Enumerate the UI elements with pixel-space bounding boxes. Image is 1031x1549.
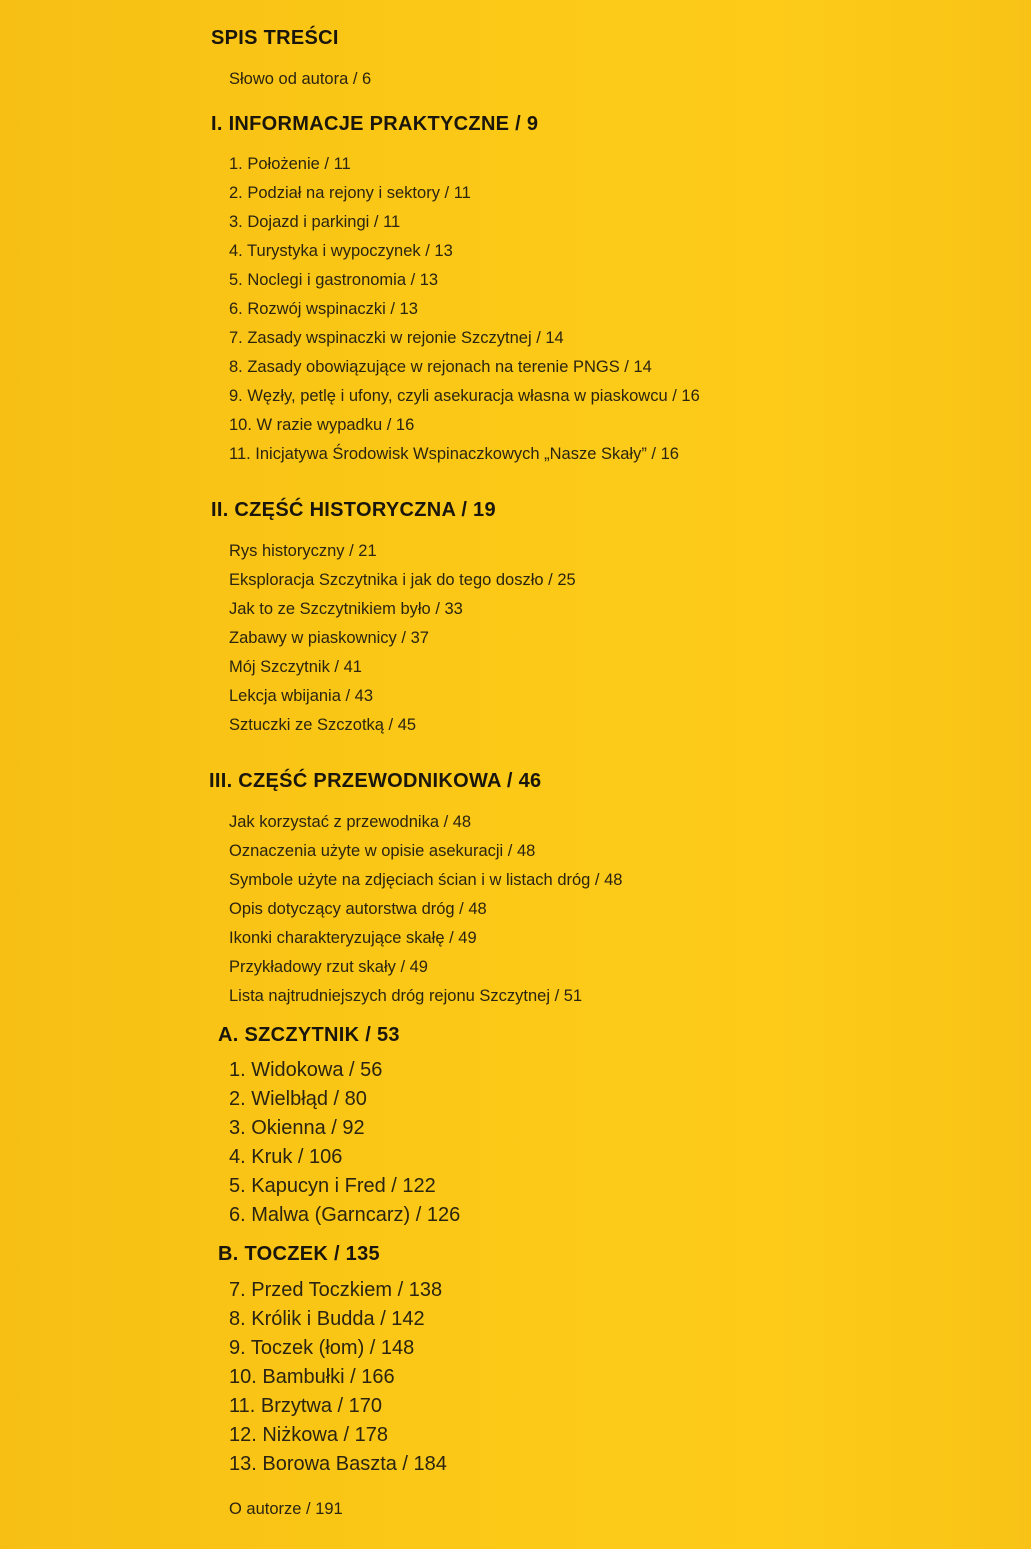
section-3-item: Symbole użyte na zdjęciach ścian i w listach dróg / 48 xyxy=(229,871,623,889)
section-2-item: Zabawy w piaskownicy / 37 xyxy=(229,629,429,647)
section-3-item: Przykładowy rzut skały / 49 xyxy=(229,958,428,976)
section-1-item: 2. Podział na rejony i sektory / 11 xyxy=(229,184,471,202)
section-3-title: III. CZĘŚĆ PRZEWODNIKOWA / 46 xyxy=(209,770,542,792)
section-2-item: Sztuczki ze Szczotką / 45 xyxy=(229,716,417,734)
section-2-item: Rys historyczny / 21 xyxy=(229,542,377,560)
section-3-item: Jak korzystać z przewodnika / 48 xyxy=(229,813,472,831)
subsection-a-item: 5. Kapucyn i Fred / 122 xyxy=(229,1175,436,1197)
subsection-a-title: A. SZCZYTNIK / 53 xyxy=(218,1024,400,1046)
section-1-item: 5. Noclegi i gastronomia / 13 xyxy=(229,271,439,289)
section-2-item: Lekcja wbijania / 43 xyxy=(229,687,374,705)
section-1-item: 10. W razie wypadku / 16 xyxy=(229,416,415,434)
subsection-b-item: 7. Przed Toczkiem / 138 xyxy=(229,1279,443,1301)
section-3-item: Lista najtrudniejszych dróg rejonu Szczytnej / 51 xyxy=(229,987,583,1005)
section-2-title: II. CZĘŚĆ HISTORYCZNA / 19 xyxy=(211,499,496,521)
subsection-b-item: 8. Królik i Budda / 142 xyxy=(229,1308,425,1330)
section-2-item: Eksploracja Szczytnika i jak do tego doszło / 25 xyxy=(229,571,576,589)
section-2-item: Jak to ze Szczytnikiem było / 33 xyxy=(229,600,463,618)
section-1-item: 11. Inicjatywa Środowisk Wspinaczkowych „Nasze Skały” / 16 xyxy=(229,445,679,463)
section-2-item: Mój Szczytnik / 41 xyxy=(229,658,362,676)
section-1-title: I. INFORMACJE PRAKTYCZNE / 9 xyxy=(211,113,539,135)
section-1-item: 4. Turystyka i wypoczynek / 13 xyxy=(229,242,453,260)
subsection-a-item: 1. Widokowa / 56 xyxy=(229,1059,383,1081)
section-1-item: 7. Zasady wspinaczki w rejonie Szczytnej / 14 xyxy=(229,329,564,347)
toc-title: SPIS TREŚCI xyxy=(211,27,339,49)
subsection-b-title: B. TOCZEK / 135 xyxy=(218,1243,380,1265)
subsection-b-item: 11. Brzytwa / 170 xyxy=(229,1395,383,1417)
section-3-item: Ikonki charakteryzujące skałę / 49 xyxy=(229,929,477,947)
subsection-a-item: 2. Wielbłąd / 80 xyxy=(229,1088,367,1110)
subsection-b-item: 12. Niżkowa / 178 xyxy=(229,1424,388,1446)
section-3-item: Oznaczenia użyte w opisie asekuracji / 48 xyxy=(229,842,536,860)
subsection-a-item: 6. Malwa (Garncarz) / 126 xyxy=(229,1204,461,1226)
subsection-a-item: 4. Kruk / 106 xyxy=(229,1146,343,1168)
section-3-item: Opis dotyczący autorstwa dróg / 48 xyxy=(229,900,487,918)
section-1-item: 1. Położenie / 11 xyxy=(229,155,351,173)
subsection-b-item: 9. Toczek (łom) / 148 xyxy=(229,1337,415,1359)
subsection-b-item: 10. Bambułki / 166 xyxy=(229,1366,395,1388)
section-1-item: 6. Rozwój wspinaczki / 13 xyxy=(229,300,418,318)
section-1-item: 8. Zasady obowiązujące w rejonach na terenie PNGS / 14 xyxy=(229,358,652,376)
subsection-a-item: 3. Okienna / 92 xyxy=(229,1117,365,1139)
section-1-item: 3. Dojazd i parkingi / 11 xyxy=(229,213,401,231)
intro-entry: Słowo od autora / 6 xyxy=(229,70,372,88)
outro-entry: O autorze / 191 xyxy=(229,1500,343,1518)
subsection-b-item: 13. Borowa Baszta / 184 xyxy=(229,1453,447,1475)
section-1-item: 9. Węzły, petlę i ufony, czyli asekuracja własna w piaskowcu / 16 xyxy=(229,387,700,405)
